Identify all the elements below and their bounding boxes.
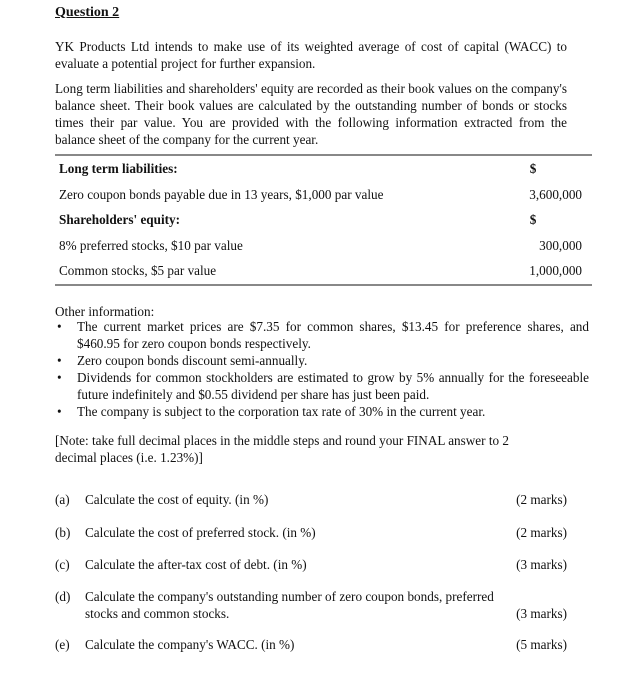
table-row: [55, 258, 592, 285]
question-text: Calculate the cost of preferred stock. (in %): [85, 525, 316, 540]
note: [Note: take full decimal places in the middle steps and round your FINAL answer to 2 decimal places (i.e. 1.23%)]: [55, 433, 509, 465]
question-label: (b): [55, 525, 71, 540]
question-title: Question 2: [55, 5, 120, 20]
question-marks: (2 marks): [516, 492, 567, 507]
row-value: $: [529, 161, 537, 177]
table-row: [55, 207, 592, 233]
question-marks: (3 marks): [516, 557, 567, 572]
row-value: $: [529, 212, 537, 228]
table-row: [55, 233, 592, 259]
question-text: Calculate the company's outstanding number of zero coupon bonds, preferred stocks and common stocks.: [85, 589, 494, 621]
balance-sheet-table: [55, 154, 592, 286]
row-label: Shareholders' equity:: [59, 212, 181, 228]
list-item: • Zero coupon bonds discount semi-annually.: [77, 352, 589, 369]
table-row: [55, 182, 592, 208]
intro-paragraph: YK Products Ltd intends to make use of its weighted average of cost of capital (WACC) to evaluate a potential project for further expansion.: [55, 39, 567, 71]
question-text: Calculate the after-tax cost of debt. (in %): [85, 557, 307, 572]
row-label: Common stocks, $5 par value: [59, 263, 217, 279]
question-text: Calculate the company's WACC. (in %): [85, 637, 295, 652]
table-row: [55, 155, 592, 182]
list-item: • The current market prices are $7.35 for common shares, $13.45 for preference shares, and $460.95 for zero coupon bonds respectively.: [77, 318, 589, 352]
row-value: 300,000: [539, 237, 582, 253]
question-label: (a): [55, 492, 70, 507]
question-text: Calculate the cost of equity. (in %): [85, 492, 269, 507]
question-label: (d): [55, 589, 71, 604]
row-label: Zero coupon bonds payable due in 13 years, $1,000 par value: [59, 186, 384, 202]
list-item: • The company is subject to the corporation tax rate of 30% in the current year.: [77, 403, 589, 420]
question-marks: (3 marks): [516, 606, 567, 621]
row-value: 3,600,000: [529, 186, 582, 202]
question-label: (e): [55, 637, 70, 652]
question-marks: (2 marks): [516, 525, 567, 540]
question-label: (c): [55, 557, 70, 572]
other-info-list: [55, 318, 589, 420]
row-value: 1,000,000: [529, 263, 582, 279]
row-label: 8% preferred stocks, $10 par value: [59, 237, 243, 253]
question-marks: (5 marks): [516, 637, 567, 652]
row-label: Long term liabilities:: [59, 161, 178, 177]
list-item: • Dividends for common stockholders are estimated to grow by 5% annually for the foreseeable future indefinitely and $0.55 dividend per share has just been paid.: [77, 369, 589, 403]
other-info-heading: Other information:: [55, 304, 155, 319]
balance-sheet-paragraph: Long term liabilities and shareholders' equity are recorded as their book values on the company's balance sheet. Their book values are calculated by the outstanding number of bonds or stocks times their par value. You are provided with the following information extracted from the balance sheet of the company for the current year.: [55, 81, 567, 147]
